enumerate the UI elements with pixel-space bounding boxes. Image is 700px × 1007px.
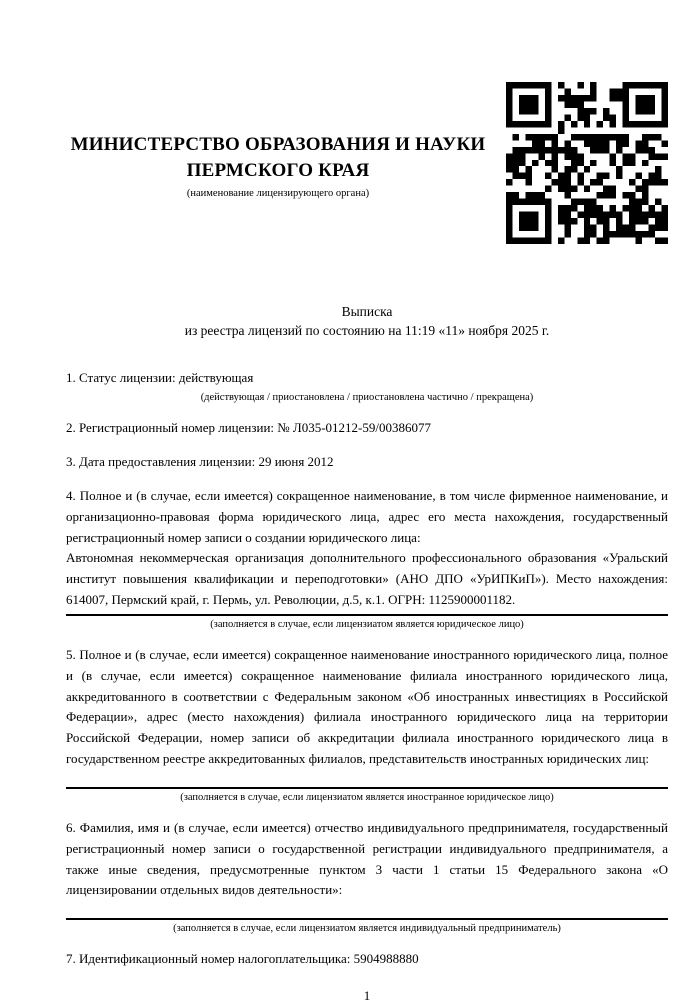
ministry-name — [66, 132, 490, 184]
fill-line-foreign-entity — [66, 787, 668, 789]
document-title — [0, 302, 700, 340]
item-taxpayer-number: 7. Идентификационный номер налогоплательщика: 5904988880 — [66, 951, 419, 967]
fill-line-foreign-entity-caption: (заполняется в случае, если лицензиатом является иностранное юридическое лицо) — [180, 791, 554, 803]
page-number: 1 — [363, 988, 371, 1004]
item-license-date: 3. Дата предоставления лицензии: 29 июня 2012 — [66, 454, 334, 470]
ministry-name-line2: ПЕРМСКОГО КРАЯ — [186, 160, 370, 182]
item-legal-entity-heading: 4. Полное и (в случае, если имеется) сокращенное наименование, в том числе фирменное наименование, и организационно-правовая форма юридического лица, адрес его места нахождения, государственный регистрационный номер записи о создании юридического лица: — [66, 487, 668, 545]
ministry-name-line1: МИНИСТЕРСТВО ОБРАЗОВАНИЯ И НАУКИ — [70, 134, 486, 155]
document-title-line2: из реестра лицензий по состоянию на 11:19 «11» ноября 2025 г. — [184, 323, 550, 339]
item-foreign-entity-heading: 5. Полное и (в случае, если имеется) сокращенное наименование иностранного юридического лица, полное и (в случае, если имеется) сокращенное наименование филиала иностранного юридического лица, аккредитованного в соответствии с Федеральным законом «Об иностранных инвестициях в Российской Федерации», адрес (место нахождения) филиала иностранного юридического лица на территории Российской Федерации, номер записи об аккредитации филиала иностранного юридического лица в государственном реестре аккредитованных филиалов, представительств иностранных юридических лиц: — [66, 646, 668, 766]
document-header — [0, 0, 700, 244]
item-registration-number: 2. Регистрационный номер лицензии: № Л035-01212-59/00386077 — [66, 420, 432, 436]
document-title-line1: Выписка — [341, 304, 393, 319]
ministry-caption: (наименование лицензирующего органа) — [186, 188, 370, 200]
fill-line-entrepreneur — [66, 918, 668, 920]
qr-code-icon — [506, 82, 668, 244]
item-license-status-caption: (действующая / приостановлена / приостановлена частично / прекращена) — [200, 392, 534, 404]
item-legal-entity-value: Автономная некоммерческая организация дополнительного профессионального образования «Уральский институт повышения квалификации и переподготовки» (АНО ДПО «УрИПКиП»). Место нахождения: 614007, Пермский край, г. Пермь, ул. Революции, д.5, к.1. ОГРН: 1125900001182. — [66, 550, 668, 607]
item-entrepreneur-heading: 6. Фамилия, имя и (в случае, если имеется) отчество индивидуального предпринимателя, государственный регистрационный номер записи о государственной регистрации индивидуального предпринимателя, а также иные сведения, предусмотренные пунктом 3 части 1 статьи 15 Федерального закона «О лицензировании отдельных видов деятельности»: — [66, 819, 668, 898]
fill-line-legal-entity — [66, 614, 668, 616]
licensing-authority — [66, 82, 490, 202]
fill-line-entrepreneur-caption: (заполняется в случае, если лицензиатом является индивидуальный предприниматель) — [173, 923, 561, 935]
fill-line-legal-entity-caption: (заполняется в случае, если лицензиатом является юридическое лицо) — [210, 618, 524, 630]
document-body — [0, 368, 700, 1007]
item-license-status: 1. Статус лицензии: действующая — [66, 370, 254, 386]
